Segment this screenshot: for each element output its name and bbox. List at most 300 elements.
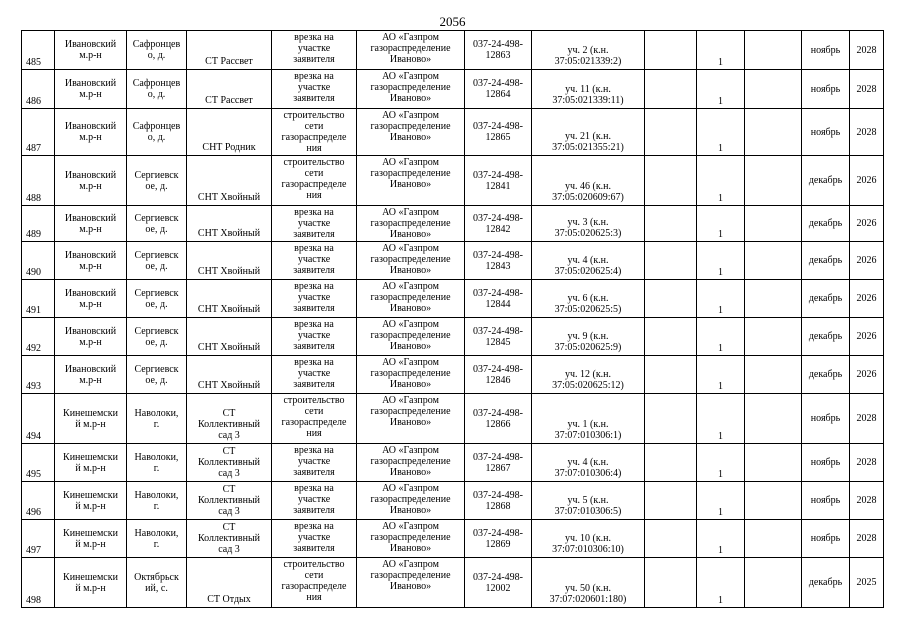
district-cell-text: Кинешемски й м.р-н xyxy=(63,451,118,474)
empty-cell xyxy=(745,356,802,394)
code-cell xyxy=(465,444,532,482)
quantity-cell xyxy=(697,444,745,482)
plot-cell xyxy=(532,444,645,482)
organization-cell xyxy=(357,206,465,242)
organization-cell-text: АО «Газпром газораспределение Иваново» xyxy=(370,71,451,104)
settlement-cell-text: Сергиевск ое, д. xyxy=(134,212,179,235)
empty-cell xyxy=(745,206,802,242)
month-cell xyxy=(802,109,850,156)
district-cell xyxy=(55,356,127,394)
year-cell-text: 2025 xyxy=(856,577,877,588)
code-cell xyxy=(465,242,532,280)
settlement-cell-text: Наволоки, г. xyxy=(134,407,179,430)
quantity-cell-text: 1 xyxy=(718,193,723,204)
object-cell xyxy=(187,520,272,558)
organization-cell xyxy=(357,558,465,608)
settlement-cell-text: Наволоки, г. xyxy=(134,451,179,474)
plot-cell-text: уч. 11 (к.н. 37:05:021339:11) xyxy=(552,84,624,106)
year-cell xyxy=(850,31,884,70)
code-cell-text: 037-24-498- 12868 xyxy=(473,489,523,512)
row-number-text: 495 xyxy=(26,469,41,480)
year-cell xyxy=(850,242,884,280)
quantity-cell xyxy=(697,356,745,394)
month-cell-text: декабрь xyxy=(808,369,843,380)
year-cell xyxy=(850,109,884,156)
quantity-cell-text: 1 xyxy=(718,595,723,606)
empty-cell xyxy=(645,242,697,280)
row-number-text: 492 xyxy=(26,343,41,354)
month-cell-text: ноябрь xyxy=(810,457,841,468)
settlement-cell xyxy=(127,482,187,520)
empty-cell xyxy=(645,31,697,70)
code-cell-text: 037-24-498- 12842 xyxy=(473,212,523,235)
settlement-cell xyxy=(127,558,187,608)
quantity-cell xyxy=(697,242,745,280)
organization-cell-text: АО «Газпром газораспределение Иваново» xyxy=(370,319,451,352)
organization-cell xyxy=(357,482,465,520)
month-cell-text: ноябрь xyxy=(810,413,841,424)
object-cell-text: СТ Коллективный сад 3 xyxy=(197,522,261,555)
code-cell-text: 037-24-498- 12845 xyxy=(473,325,523,348)
organization-cell-text: АО «Газпром газораспределение Иваново» xyxy=(370,32,451,65)
row-number-text: 488 xyxy=(26,193,41,204)
quantity-cell-text: 1 xyxy=(718,143,723,154)
settlement-cell-text: Сергиевск ое, д. xyxy=(134,363,179,386)
year-cell xyxy=(850,394,884,444)
month-cell-text: декабрь xyxy=(808,331,843,342)
work-type-cell-text: строительство сети газораспределе ния xyxy=(281,110,347,154)
organization-cell xyxy=(357,444,465,482)
code-cell-text: 037-24-498- 12863 xyxy=(473,39,523,61)
organization-cell xyxy=(357,394,465,444)
district-cell xyxy=(55,280,127,318)
settlement-cell-text: Октябрьск ий, с. xyxy=(134,571,179,594)
table-row xyxy=(22,242,884,280)
district-cell-text: Кинешемски й м.р-н xyxy=(63,527,118,550)
district-cell-text: Ивановский м.р-н xyxy=(64,287,117,310)
work-type-cell xyxy=(272,558,357,608)
row-number-text: 491 xyxy=(26,305,41,316)
month-cell-text: ноябрь xyxy=(810,44,841,56)
object-cell xyxy=(187,444,272,482)
object-cell xyxy=(187,31,272,70)
object-cell xyxy=(187,280,272,318)
quantity-cell xyxy=(697,206,745,242)
month-cell xyxy=(802,31,850,70)
year-cell-text: 2028 xyxy=(856,533,877,544)
quantity-cell-text: 1 xyxy=(718,96,723,107)
quantity-cell-text: 1 xyxy=(718,545,723,556)
quantity-cell xyxy=(697,70,745,109)
object-cell-text: СНТ Хвойный xyxy=(197,266,261,277)
month-cell xyxy=(802,242,850,280)
year-cell-text: 2026 xyxy=(856,218,877,229)
empty-cell xyxy=(645,482,697,520)
settlement-cell xyxy=(127,109,187,156)
code-cell xyxy=(465,482,532,520)
organization-cell-text: АО «Газпром газораспределение Иваново» xyxy=(370,281,451,314)
code-cell xyxy=(465,394,532,444)
district-cell xyxy=(55,206,127,242)
empty-cell xyxy=(745,558,802,608)
district-cell xyxy=(55,394,127,444)
settlement-cell-text: Сафронцев о, д. xyxy=(132,121,181,143)
organization-cell xyxy=(357,520,465,558)
row-number xyxy=(22,482,55,520)
year-cell xyxy=(850,206,884,242)
work-type-cell-text: строительство сети газораспределе ния xyxy=(281,395,347,439)
empty-cell xyxy=(745,156,802,206)
year-cell-text: 2028 xyxy=(856,83,877,95)
settlement-cell-text: Сергиевск ое, д. xyxy=(134,249,179,272)
settlement-cell-text: Наволоки, г. xyxy=(134,489,179,512)
plot-cell xyxy=(532,156,645,206)
table-row xyxy=(22,70,884,109)
table-row xyxy=(22,482,884,520)
organization-cell xyxy=(357,318,465,356)
work-type-cell-text: врезка на участке заявителя xyxy=(293,445,335,478)
row-number-text: 496 xyxy=(26,507,41,518)
plot-cell-text: уч. 9 (к.н. 37:05:020625:9) xyxy=(554,331,622,353)
empty-cell xyxy=(645,520,697,558)
month-cell-text: ноябрь xyxy=(810,126,841,138)
work-type-cell xyxy=(272,318,357,356)
code-cell-text: 037-24-498- 12864 xyxy=(473,78,523,100)
quantity-cell-text: 1 xyxy=(718,431,723,442)
object-cell-text: СТ Отдых xyxy=(207,594,251,605)
plot-cell xyxy=(532,520,645,558)
code-cell xyxy=(465,520,532,558)
plot-cell-text: уч. 5 (к.н. 37:07:010306:5) xyxy=(554,495,622,517)
district-cell xyxy=(55,109,127,156)
district-cell xyxy=(55,31,127,70)
month-cell-text: ноябрь xyxy=(810,495,841,506)
object-cell-text: СНТ Хвойный xyxy=(197,228,261,239)
object-cell xyxy=(187,394,272,444)
object-cell xyxy=(187,242,272,280)
code-cell-text: 037-24-498- 12844 xyxy=(473,287,523,310)
organization-cell xyxy=(357,109,465,156)
empty-cell xyxy=(745,109,802,156)
settlement-cell xyxy=(127,444,187,482)
empty-cell xyxy=(745,394,802,444)
row-number xyxy=(22,70,55,109)
year-cell-text: 2026 xyxy=(856,369,877,380)
plot-cell-text: уч. 6 (к.н. 37:05:020625:5) xyxy=(554,293,622,315)
row-number xyxy=(22,206,55,242)
district-cell-text: Ивановский м.р-н xyxy=(64,212,117,235)
organization-cell-text: АО «Газпром газораспределение Иваново» xyxy=(370,207,451,240)
row-number-text: 489 xyxy=(26,229,41,240)
table-row xyxy=(22,31,884,70)
organization-cell-text: АО «Газпром газораспределение Иваново» xyxy=(370,559,451,592)
month-cell xyxy=(802,356,850,394)
object-cell-text: СНТ Хвойный xyxy=(197,304,261,315)
code-cell-text: 037-24-498- 12866 xyxy=(473,407,523,430)
year-cell xyxy=(850,520,884,558)
settlement-cell-text: Сергиевск ое, д. xyxy=(134,287,179,310)
plot-cell xyxy=(532,31,645,70)
plot-cell xyxy=(532,280,645,318)
quantity-cell xyxy=(697,31,745,70)
table-row xyxy=(22,520,884,558)
empty-cell xyxy=(745,31,802,70)
table-row xyxy=(22,109,884,156)
year-cell xyxy=(850,558,884,608)
year-cell-text: 2026 xyxy=(856,331,877,342)
empty-cell xyxy=(645,394,697,444)
settlement-cell xyxy=(127,156,187,206)
quantity-cell-text: 1 xyxy=(718,229,723,240)
object-cell xyxy=(187,156,272,206)
empty-cell xyxy=(745,520,802,558)
year-cell xyxy=(850,482,884,520)
work-type-cell xyxy=(272,156,357,206)
settlement-cell xyxy=(127,356,187,394)
settlement-cell xyxy=(127,242,187,280)
code-cell xyxy=(465,109,532,156)
quantity-cell xyxy=(697,318,745,356)
year-cell xyxy=(850,444,884,482)
row-number-text: 498 xyxy=(26,595,41,606)
work-type-cell-text: строительство сети газораспределе ния xyxy=(281,559,347,603)
quantity-cell xyxy=(697,280,745,318)
organization-cell xyxy=(357,70,465,109)
organization-cell-text: АО «Газпром газораспределение Иваново» xyxy=(370,357,451,390)
gas-connection-table xyxy=(21,30,884,608)
code-cell-text: 037-24-498- 12841 xyxy=(473,169,523,192)
year-cell xyxy=(850,70,884,109)
work-type-cell xyxy=(272,444,357,482)
work-type-cell-text: врезка на участке заявителя xyxy=(293,32,335,65)
district-cell-text: Кинешемски й м.р-н xyxy=(63,489,118,512)
code-cell-text: 037-24-498- 12867 xyxy=(473,451,523,474)
quantity-cell xyxy=(697,520,745,558)
district-cell-text: Кинешемски й м.р-н xyxy=(63,407,118,430)
settlement-cell-text: Сергиевск ое, д. xyxy=(134,325,179,348)
district-cell-text: Кинешемски й м.р-н xyxy=(63,571,118,594)
organization-cell xyxy=(357,280,465,318)
plot-cell xyxy=(532,242,645,280)
code-cell xyxy=(465,206,532,242)
object-cell-text: СНТ Хвойный xyxy=(197,192,261,203)
empty-cell xyxy=(645,318,697,356)
object-cell-text: СТ Рассвет xyxy=(205,95,253,106)
district-cell xyxy=(55,558,127,608)
row-number xyxy=(22,280,55,318)
district-cell-text: Ивановский м.р-н xyxy=(64,39,117,61)
plot-cell xyxy=(532,394,645,444)
object-cell-text: СТ Коллективный сад 3 xyxy=(197,484,261,517)
row-number-text: 486 xyxy=(26,96,41,107)
district-cell xyxy=(55,482,127,520)
work-type-cell xyxy=(272,31,357,70)
code-cell-text: 037-24-498- 12865 xyxy=(473,121,523,143)
organization-cell xyxy=(357,356,465,394)
code-cell-text: 037-24-498- 12002 xyxy=(473,571,523,594)
object-cell xyxy=(187,356,272,394)
table-row xyxy=(22,394,884,444)
code-cell-text: 037-24-498- 12846 xyxy=(473,363,523,386)
month-cell xyxy=(802,280,850,318)
work-type-cell xyxy=(272,520,357,558)
work-type-cell-text: врезка на участке заявителя xyxy=(293,483,335,516)
object-cell-text: СТ Рассвет xyxy=(205,56,253,67)
year-cell-text: 2028 xyxy=(856,495,877,506)
object-cell xyxy=(187,482,272,520)
organization-cell-text: АО «Газпром газораспределение Иваново» xyxy=(370,157,451,190)
plot-cell-text: уч. 12 (к.н. 37:05:020625:12) xyxy=(552,369,624,391)
month-cell xyxy=(802,156,850,206)
work-type-cell xyxy=(272,109,357,156)
organization-cell-text: АО «Газпром газораспределение Иваново» xyxy=(370,445,451,478)
work-type-cell-text: врезка на участке заявителя xyxy=(293,319,335,352)
row-number xyxy=(22,156,55,206)
year-cell xyxy=(850,356,884,394)
plot-cell-text: уч. 21 (к.н. 37:05:021355:21) xyxy=(552,131,624,153)
object-cell xyxy=(187,70,272,109)
code-cell xyxy=(465,31,532,70)
row-number xyxy=(22,444,55,482)
year-cell-text: 2028 xyxy=(856,126,877,138)
work-type-cell xyxy=(272,482,357,520)
empty-cell xyxy=(745,70,802,109)
district-cell-text: Ивановский м.р-н xyxy=(64,363,117,386)
work-type-cell xyxy=(272,280,357,318)
work-type-cell-text: строительство сети газораспределе ния xyxy=(281,157,347,201)
plot-cell-text: уч. 4 (к.н. 37:05:020625:4) xyxy=(554,255,622,277)
object-cell-text: СТ Коллективный сад 3 xyxy=(197,446,261,479)
organization-cell-text: АО «Газпром газораспределение Иваново» xyxy=(370,243,451,276)
row-number-text: 487 xyxy=(26,143,41,154)
empty-cell xyxy=(745,242,802,280)
row-number-text: 490 xyxy=(26,267,41,278)
month-cell xyxy=(802,444,850,482)
district-cell-text: Ивановский м.р-н xyxy=(64,169,117,192)
year-cell-text: 2026 xyxy=(856,255,877,266)
plot-cell-text: уч. 50 (к.н. 37:07:020601:180) xyxy=(549,583,627,605)
work-type-cell xyxy=(272,242,357,280)
plot-cell-text: уч. 3 (к.н. 37:05:020625:3) xyxy=(554,217,622,239)
organization-cell-text: АО «Газпром газораспределение Иваново» xyxy=(370,110,451,143)
settlement-cell xyxy=(127,318,187,356)
month-cell xyxy=(802,558,850,608)
year-cell-text: 2028 xyxy=(856,457,877,468)
plot-cell xyxy=(532,558,645,608)
plot-cell xyxy=(532,70,645,109)
month-cell xyxy=(802,206,850,242)
object-cell-text: СНТ Хвойный xyxy=(197,342,261,353)
row-number xyxy=(22,520,55,558)
object-cell xyxy=(187,109,272,156)
quantity-cell-text: 1 xyxy=(718,267,723,278)
empty-cell xyxy=(745,280,802,318)
month-cell-text: декабрь xyxy=(808,218,843,229)
quantity-cell xyxy=(697,156,745,206)
work-type-cell-text: врезка на участке заявителя xyxy=(293,243,335,276)
table-row xyxy=(22,156,884,206)
empty-cell xyxy=(645,444,697,482)
year-cell-text: 2026 xyxy=(856,293,877,304)
quantity-cell xyxy=(697,109,745,156)
table-row xyxy=(22,356,884,394)
table-row xyxy=(22,206,884,242)
table-body xyxy=(22,31,884,608)
organization-cell xyxy=(357,242,465,280)
quantity-cell xyxy=(697,482,745,520)
district-cell xyxy=(55,70,127,109)
year-cell-text: 2026 xyxy=(856,175,877,186)
object-cell-text: СНТ Родник xyxy=(202,142,256,153)
row-number-text: 485 xyxy=(26,57,41,68)
empty-cell xyxy=(645,156,697,206)
plot-cell-text: уч. 2 (к.н. 37:05:021339:2) xyxy=(554,45,622,67)
plot-cell-text: уч. 46 (к.н. 37:05:020609:67) xyxy=(552,181,624,203)
code-cell xyxy=(465,356,532,394)
table-row xyxy=(22,558,884,608)
year-cell xyxy=(850,280,884,318)
code-cell xyxy=(465,70,532,109)
row-number xyxy=(22,109,55,156)
row-number xyxy=(22,318,55,356)
plot-cell xyxy=(532,356,645,394)
empty-cell xyxy=(645,70,697,109)
work-type-cell-text: врезка на участке заявителя xyxy=(293,521,335,554)
district-cell-text: Ивановский м.р-н xyxy=(64,249,117,272)
quantity-cell xyxy=(697,394,745,444)
quantity-cell-text: 1 xyxy=(718,381,723,392)
month-cell-text: декабрь xyxy=(808,293,843,304)
object-cell-text: СНТ Хвойный xyxy=(197,380,261,391)
month-cell xyxy=(802,394,850,444)
empty-cell xyxy=(645,280,697,318)
month-cell xyxy=(802,482,850,520)
month-cell xyxy=(802,318,850,356)
plot-cell-text: уч. 1 (к.н. 37:07:010306:1) xyxy=(554,419,622,441)
settlement-cell-text: Сафронцев о, д. xyxy=(132,78,181,100)
row-number xyxy=(22,356,55,394)
plot-cell xyxy=(532,318,645,356)
work-type-cell xyxy=(272,206,357,242)
code-cell-text: 037-24-498- 12843 xyxy=(473,249,523,272)
settlement-cell-text: Наволоки, г. xyxy=(134,527,179,550)
work-type-cell xyxy=(272,394,357,444)
row-number xyxy=(22,558,55,608)
plot-cell xyxy=(532,109,645,156)
object-cell xyxy=(187,318,272,356)
plot-cell-text: уч. 10 (к.н. 37:07:010306:10) xyxy=(552,533,624,555)
row-number xyxy=(22,31,55,70)
plot-cell xyxy=(532,206,645,242)
month-cell-text: декабрь xyxy=(808,255,843,266)
month-cell-text: декабрь xyxy=(808,577,843,588)
work-type-cell-text: врезка на участке заявителя xyxy=(293,207,335,240)
row-number-text: 494 xyxy=(26,431,41,442)
year-cell xyxy=(850,318,884,356)
code-cell xyxy=(465,280,532,318)
organization-cell-text: АО «Газпром газораспределение Иваново» xyxy=(370,521,451,554)
year-cell-text: 2028 xyxy=(856,44,877,56)
district-cell xyxy=(55,318,127,356)
table-row xyxy=(22,318,884,356)
object-cell-text: СТ Коллективный сад 3 xyxy=(197,408,261,441)
object-cell xyxy=(187,558,272,608)
district-cell-text: Ивановский м.р-н xyxy=(64,78,117,100)
code-cell xyxy=(465,558,532,608)
empty-cell xyxy=(645,356,697,394)
page-number: 2056 xyxy=(439,14,466,29)
settlement-cell xyxy=(127,206,187,242)
